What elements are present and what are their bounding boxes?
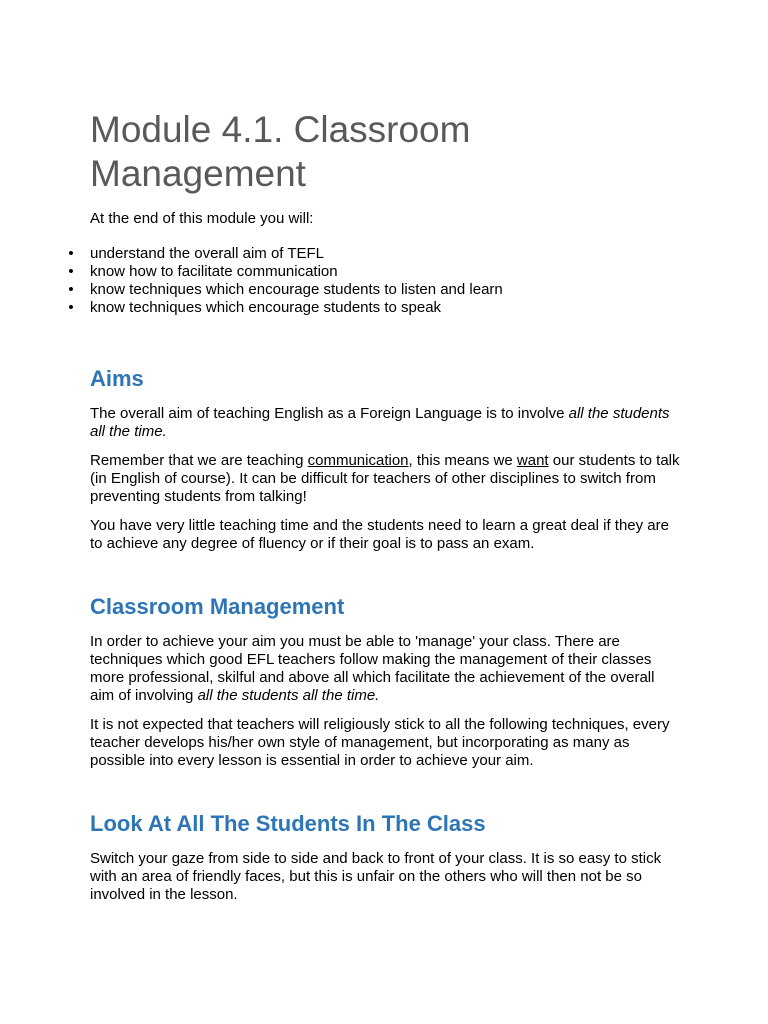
classroom-management-paragraph-2: It is not expected that teachers will religiously stick to all the following techniques, every teacher develops his/her own style of management, but incorporating as many as possible into every lesson is essential in order to achieve your aim. xyxy=(90,716,670,769)
list-item-text: know how to facilitate communication xyxy=(90,263,338,280)
list-item xyxy=(68,245,680,263)
aims-heading: Aims xyxy=(90,366,144,391)
classroom-management-heading: Classroom Management xyxy=(90,594,345,619)
list-item xyxy=(68,299,680,317)
look-at-students-heading: Look At All The Students In The Class xyxy=(90,811,486,836)
document-body xyxy=(68,108,680,904)
bullet-icon: • xyxy=(68,281,74,298)
aims-p2-text-a: Remember that we are teaching xyxy=(90,452,308,469)
bullet-icon: • xyxy=(68,245,74,262)
aims-p2-text-b: , this means we xyxy=(408,452,517,469)
aims-p1-emphasis: all the students all the time. xyxy=(90,405,670,440)
list-item xyxy=(68,263,680,281)
bullet-icon: • xyxy=(68,299,74,316)
aims-p1-text: The overall aim of teaching English as a Foreign Language is to involve xyxy=(90,405,569,422)
aims-paragraph-2 xyxy=(90,452,680,506)
look-at-students-paragraph-1: Switch your gaze from side to side and back to front of your class. It is so easy to stick with an area of friendly faces, but this is unfair on the others who will then not be so involved in the lesson. xyxy=(90,850,662,903)
list-item-text: know techniques which encourage students to listen and learn xyxy=(90,281,503,298)
classroom-management-paragraph-1 xyxy=(90,633,680,705)
communication-underline: communication xyxy=(307,452,409,469)
cm-p1-emphasis: all the students all the time. xyxy=(197,687,380,704)
aims-p2-text-c: our students to talk (in English of course). It can be difficult for teachers of other disciplines to switch from preventing students from talking! xyxy=(90,452,680,505)
list-item-text: know techniques which encourage students to speak xyxy=(90,299,442,316)
aims-paragraph-1 xyxy=(90,405,680,441)
list-item-text: understand the overall aim of TEFL xyxy=(90,245,325,262)
cm-p1-text: In order to achieve your aim you must be able to 'manage' your class. There are techniques which good EFL teachers follow making the management of their classes more professional, skilful and above all which facilitate the achievement of the overall aim of involving xyxy=(90,633,655,704)
bullet-icon: • xyxy=(68,263,74,280)
intro-text: At the end of this module you will: xyxy=(90,210,314,227)
list-item xyxy=(68,281,680,299)
want-underline: want xyxy=(516,452,549,469)
objectives-list xyxy=(68,245,680,317)
page-title: Module 4.1. Classroom Management xyxy=(90,109,471,194)
aims-paragraph-3: You have very little teaching time and the students need to learn a great deal if they are to achieve any degree of fluency or if their goal is to pass an exam. xyxy=(90,517,669,552)
